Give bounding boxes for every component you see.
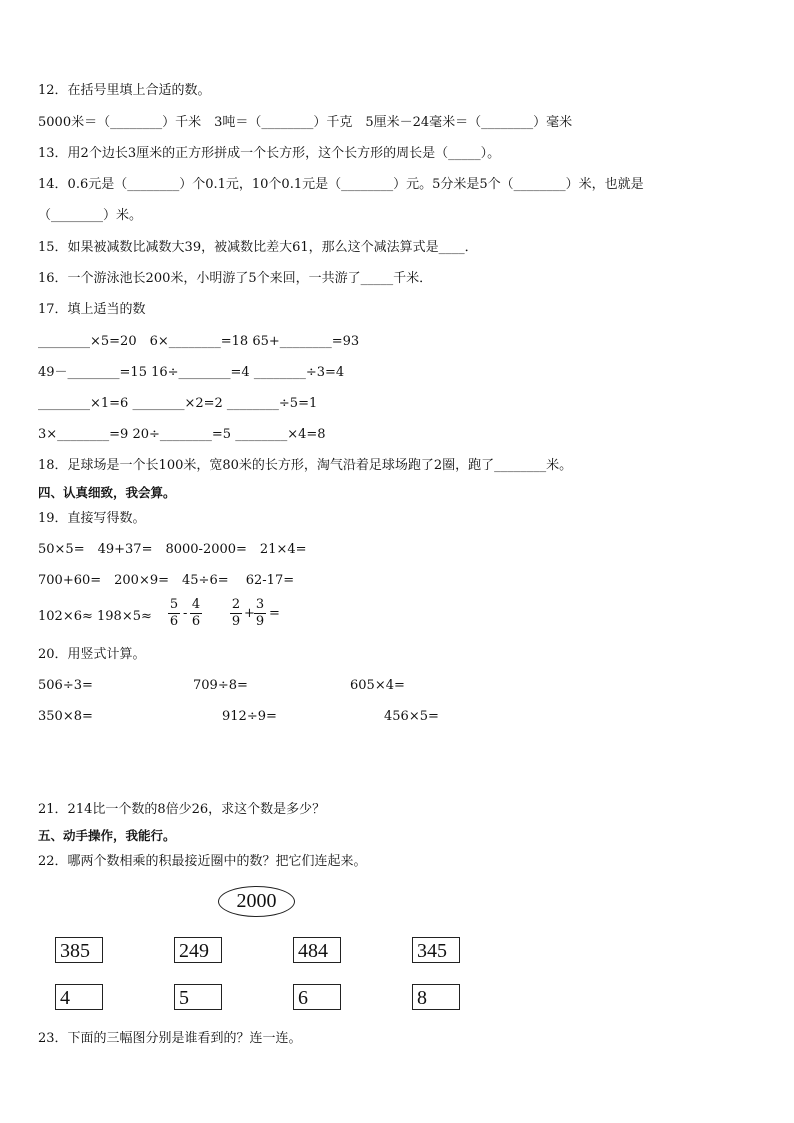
q17-row: 49－________=15 16÷________=4 ________÷3=4 xyxy=(38,365,345,380)
factor-box[interactable]: 4 xyxy=(55,984,103,1010)
factor-box[interactable]: 345 xyxy=(412,937,460,963)
q20-item: 912÷9= xyxy=(222,709,277,724)
denominator: 9 xyxy=(231,614,241,629)
q20-item: 350×8= xyxy=(38,709,93,724)
q17-row: ________×1=6 ________×2=2 ________÷5=1 xyxy=(38,396,318,411)
denominator: 6 xyxy=(191,614,201,629)
q21-text: 21．214比一个数的8倍少26，求这个数是多少？ xyxy=(38,802,326,817)
target-number-oval[interactable]: 2000 xyxy=(218,886,295,917)
q14-line2: （________）米。 xyxy=(38,208,143,223)
q12-title: 12．在括号里填上合适的数。 xyxy=(38,83,211,98)
q17-row: 3×________=9 20÷________=5 ________×4=8 xyxy=(38,427,326,442)
factor-box[interactable]: 5 xyxy=(174,984,222,1010)
numerator: 5 xyxy=(169,597,179,612)
q16-text: 16．一个游泳池长200米，小明游了5个来回，一共游了_____千米． xyxy=(38,271,433,286)
minus-sign: - xyxy=(183,606,188,621)
factor-box[interactable]: 484 xyxy=(293,937,341,963)
q17-row: ________×5=20 6×________=18 65+________=93 xyxy=(38,334,360,349)
section-4-heading: 四、认真细致，我会算。 xyxy=(38,485,176,500)
factor-box[interactable]: 249 xyxy=(174,937,222,963)
factor-box[interactable]: 6 xyxy=(293,984,341,1010)
q19-row1: 50×5= 49+37= 8000-2000= 21×4= xyxy=(38,542,307,557)
q17-title: 17．填上适当的数 xyxy=(38,302,146,317)
q18-text: 18．足球场是一个长100米，宽80米的长方形，淘气沿着足球场跑了2圈，跑了________米。 xyxy=(38,458,573,473)
numerator: 4 xyxy=(191,597,201,612)
q20-item: 709÷8= xyxy=(193,678,248,693)
equals-sign: = xyxy=(269,606,280,621)
numerator: 3 xyxy=(255,597,265,612)
fraction xyxy=(168,598,180,629)
q15-text: 15．如果被减数比减数大39，被减数比差大61，那么这个减法算式是____． xyxy=(38,240,478,255)
q20-title: 20．用竖式计算。 xyxy=(38,647,146,662)
q19-title: 19．直接写得数。 xyxy=(38,511,146,526)
numerator: 2 xyxy=(231,597,241,612)
factor-box[interactable]: 385 xyxy=(55,937,103,963)
q20-item: 506÷3= xyxy=(38,678,93,693)
denominator: 6 xyxy=(169,614,179,629)
fraction xyxy=(254,598,266,629)
q19-row2: 700+60= 200×9= 45÷6= 62-17= xyxy=(38,573,295,588)
q19-row3: 102×6≈ 198×5≈ xyxy=(38,609,152,624)
denominator: 9 xyxy=(255,614,265,629)
q20-item: 456×5= xyxy=(384,709,439,724)
factor-box[interactable]: 8 xyxy=(412,984,460,1010)
fraction xyxy=(230,598,242,629)
q13-text: 13．用2个边长3厘米的正方形拼成一个长方形，这个长方形的周长是（_____）。 xyxy=(38,146,501,161)
q23-text: 23．下面的三幅图分别是谁看到的？连一连。 xyxy=(38,1031,302,1046)
q14-line1: 14．0.6元是（________）个0.1元，10个0.1元是（________）元。5分米是5个（________）米，也就是 xyxy=(38,177,644,192)
section-5-heading: 五、动手操作，我能行。 xyxy=(38,828,176,843)
fraction xyxy=(190,598,202,629)
q20-item: 605×4= xyxy=(350,678,405,693)
q12-line: 5000米＝（________）千米 3吨＝（________）千克 5厘米－24毫米＝（________）毫米 xyxy=(38,115,573,130)
plus-sign: + xyxy=(244,606,255,621)
q22-title: 22．哪两个数相乘的积最接近圈中的数？把它们连起来。 xyxy=(38,854,367,869)
